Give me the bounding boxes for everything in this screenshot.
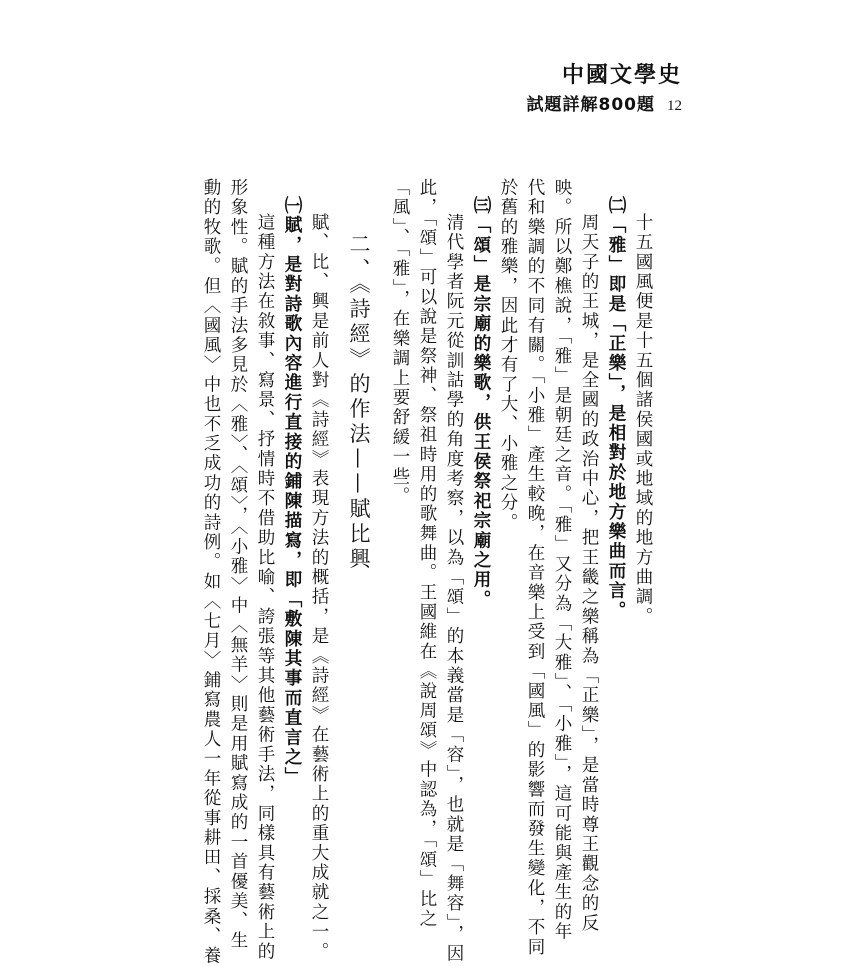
text-column: 映。所以鄭樵說，「雅」是朝廷之音。「雅」又分為「大雅」、「小雅」，這可能與產生的年 xyxy=(552,178,572,942)
text-column: ㈢「頌」是宗廟的樂歌，供王侯祭祀宗廟之用。 xyxy=(471,195,491,610)
text-column: 清代學者阮元從訓詁學的角度考察，以為「頌」的本義當是「容」，也就是「舞容」，因 xyxy=(444,213,464,964)
text-column: 「風」、「雅」，在樂調上要舒緩一些。 xyxy=(390,178,410,507)
text-column: 賦、比、興是前人對《詩經》表現方法的概括，是《詩經》在藝術上的重大成就之一。 xyxy=(309,213,329,962)
running-header xyxy=(527,62,683,115)
text-column: 周天子的王城，是全國的政治中心，把王畿之樂稱為「正樂」，是當時尊王觀念的反 xyxy=(579,213,599,934)
text-column: 代和樂調的不同有關。「小雅」產生較晚，在音樂上受到「國風」的影響而發生變化，不同 xyxy=(525,178,545,958)
text-column: 動的牧歌。但〈國風〉中也不乏成功的詩例。如〈七月〉鋪寫農人一年從事耕田、採桑、養 xyxy=(201,178,221,966)
text-column: 這種方法在敘事、寫景、抒情時不借助比喻、誇張等其他藝術手法，同樣具有藝術上的 xyxy=(255,213,275,962)
page-number: 12 xyxy=(667,98,682,114)
text-column: 於舊的雅樂，因此才有了大、小雅之分。 xyxy=(498,178,518,533)
vertical-body-text xyxy=(197,178,656,966)
text-column: 形象性。賦的手法多見於〈雅〉、〈頌〉，〈小雅〉中〈無羊〉則是用賦寫成的一首優美、生 xyxy=(228,178,248,951)
text-column: 十五國風便是十五個諸侯國或地域的地方曲調。 xyxy=(633,213,653,627)
book-title: 試題詳解800題 xyxy=(526,95,655,115)
header-row xyxy=(527,90,683,115)
text-column: 此，「頌」可以說是祭神、祭祖時用的歌舞曲。王國維在《說周頌》中認為，「頌」比之 xyxy=(417,178,437,929)
text-column: ㈠賦，是對詩歌內容進行直接的鋪陳描寫，即「敷陳其事而直言之」 xyxy=(282,195,302,787)
section-heading: 二、《詩經》的作法——賦比興 xyxy=(347,232,371,573)
text-column: ㈡「雅」即是「正樂」，是相對於地方樂曲而言。 xyxy=(606,195,626,621)
series-title: 中國文學史 xyxy=(561,62,682,88)
